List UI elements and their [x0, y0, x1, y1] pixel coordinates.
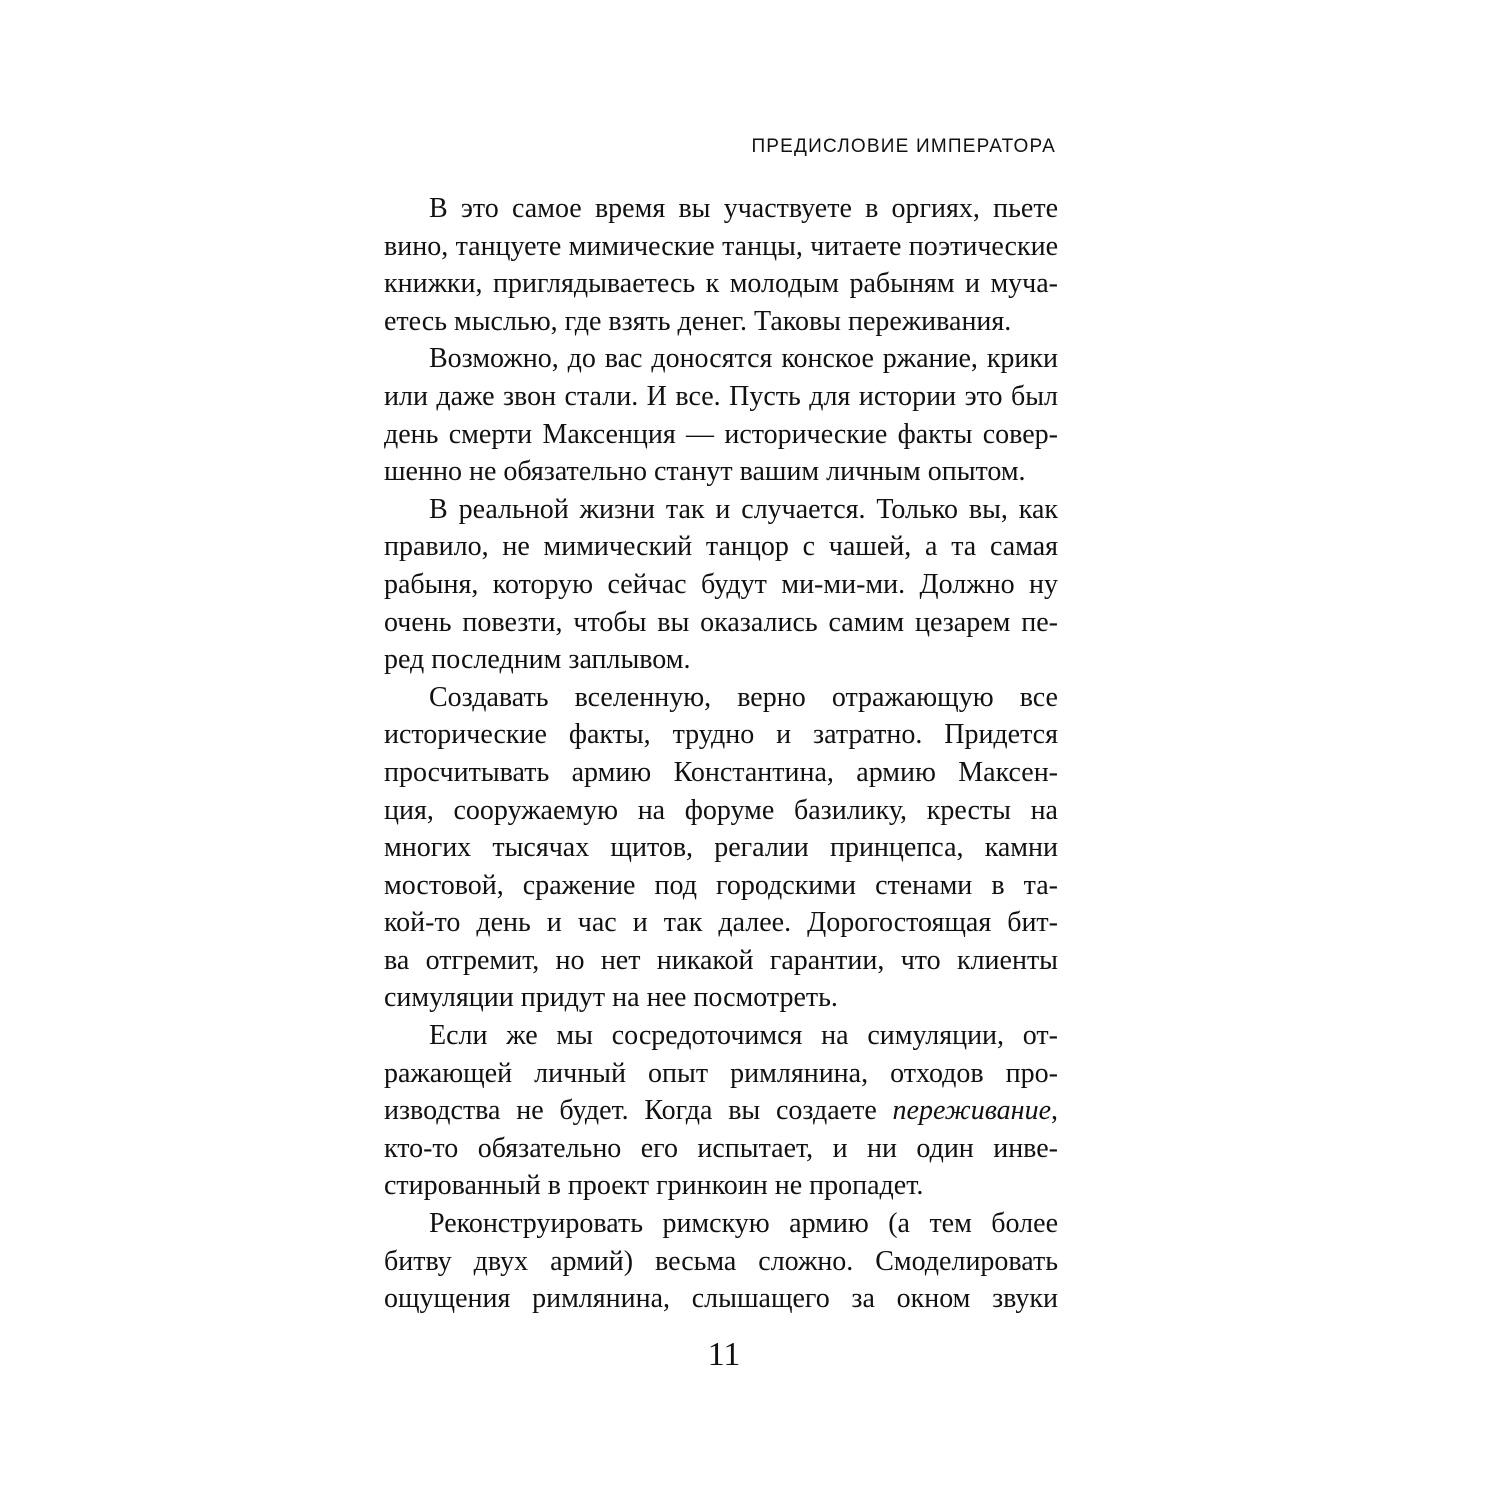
text-line: шенно не обязательно станут вашим личным опытом. [384, 456, 1026, 488]
text-line: ражающей личный опыт римлянина, отходов про- [384, 1057, 1058, 1089]
text-line: очень повезти, чтобы вы оказались самим цезарем пе- [384, 606, 1058, 638]
paragraph [384, 1205, 1058, 1318]
text-line [384, 1092, 1058, 1130]
paragraph [384, 340, 1058, 490]
paragraph [384, 1017, 1058, 1205]
text-line: ощущения римлянина, слышащего за окном звуки [384, 1283, 1058, 1315]
text-line: мостовой, сражение под городскими стенами в та- [384, 869, 1058, 901]
text-line: или даже звон стали. И все. Пусть для истории это был [384, 380, 1058, 412]
text-line: день смерти Максенция — исторические факты совер- [384, 418, 1058, 450]
text-line: вино, танцуете мимические танцы, читаете поэтические [384, 230, 1058, 262]
text-line: ция, сооружаемую на форуме базилику, кресты на [384, 794, 1058, 826]
text-line: В это самое время вы участвуете в оргиях, пьете [429, 193, 1058, 224]
paragraph [384, 491, 1058, 679]
body-text [384, 190, 1058, 1318]
text-line: симуляции придут на нее посмотреть. [384, 982, 838, 1014]
text-line: стированный в проект гринкоин не пропадет. [384, 1170, 924, 1202]
text-line: ва отгремит, но нет никакой гарантии, что клиенты [384, 944, 1058, 976]
text-line: кто-то обязательно его испытает, и ни один инве- [384, 1132, 1058, 1164]
text-line: правило, не мимический танцор с чашей, а та самая [384, 531, 1058, 563]
text-fragment: , [1051, 1095, 1058, 1127]
paragraph [384, 190, 1058, 340]
text-line: многих тысячах щитов, регалии принцепса, камни [384, 832, 1058, 864]
paragraph [384, 679, 1058, 1017]
text-line: битву двух армий) весьма сложно. Смоделировать [384, 1245, 1058, 1277]
text-line: етесь мыслью, где взять денег. Таковы переживания. [384, 305, 1012, 337]
text-line: В реальной жизни так и случается. Только вы, как [429, 493, 1058, 525]
text-line: книжки, приглядываетесь к молодым рабыням и муча- [384, 268, 1058, 300]
text-line: Реконструировать римскую армию (а тем более [429, 1208, 1058, 1240]
emphasized-word: переживание [892, 1095, 1051, 1127]
text-line: просчитывать армию Константина, армию Максен- [384, 756, 1058, 788]
text-line: рабыня, которую сейчас будут ми-ми-ми. Должно ну [384, 568, 1058, 600]
text-line: кой-то день и час и так далее. Дорогостоящая бит- [384, 907, 1058, 939]
page-number: 11 [707, 1336, 741, 1373]
text-line: исторические факты, трудно и затратно. Придется [384, 719, 1058, 751]
text-line: ред последним заплывом. [384, 644, 691, 676]
text-line: Если же мы сосредоточимся на симуляции, от- [429, 1020, 1058, 1052]
text-fragment: изводства не будет. Когда вы создаете [384, 1095, 893, 1127]
running-head-title: ПРЕДИСЛОВИЕ ИМПЕРАТОРА [751, 136, 1056, 157]
text-line: Создавать вселенную, верно отражающую все [429, 681, 1058, 713]
text-line: Возможно, до вас доносятся конское ржание, крики [429, 343, 1058, 375]
